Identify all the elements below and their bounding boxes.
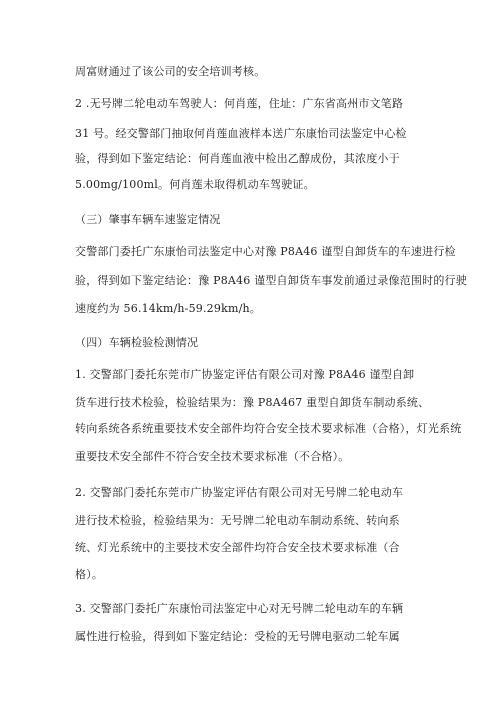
text-line: 2. 交警部门委托东莞市广协鉴定评估有限公司对无号牌二轮电动车 [75,486,404,499]
text-line: 交警部门委托广东康怡司法鉴定中心对豫 P8A46 谨型自卸货车的车速进行检 [75,245,456,258]
text-line: 周富财通过了该公司的安全培训考核。 [75,65,266,78]
text-line: 进行技术检验，检验结果为：无号牌二轮电动车制动系统、转向系 [75,514,400,527]
section-heading: （三）肇事车辆车速鉴定情况 [75,213,221,226]
text-line: 统、灯光系统中的主要技术安全部件均符合安全技术要求标准（合 [75,541,400,554]
text-line: 3. 交警部门委托广东康怡司法鉴定中心对无号牌二轮电动车的车辆 [75,602,404,615]
text-line: 转向系统各系统重要技术安全部件均符合安全技术要求标准（合格），灯光系统 [75,422,462,435]
text-line: 属性进行检验，得到如下鉴定结论：受检的无号牌电驱动二轮车属 [75,630,400,643]
text-line: 验，得到如下鉴定结论：豫 P8A46 谨型自卸货车事发前通过录像范围时的行驶 [75,274,467,287]
section-heading: （四）车辆检验检测情况 [75,336,199,349]
text-line: 31 号。经交警部门抽取何肖莲血液样本送广东康怡司法鉴定中心检 [75,127,407,140]
text-line: 5.00mg/100ml。何肖莲未取得机动车驾驶证。 [75,178,315,191]
text-line: 重要技术安全部件不符合安全技术要求标准（不合格）。 [75,450,350,463]
text-line: 1. 交警部门委托东莞市广协鉴定评估有限公司对豫 P8A46 谨型自卸 [75,368,415,381]
text-line: 验，得到如下鉴定结论：何肖莲血液中检出乙醇成份，其浓度小于 [75,152,400,165]
text-line: 速度约为 56.14km/h-59.29km/h。 [75,302,261,315]
text-line: 货车进行技术检验，检验结果为：豫 P8A467 重型自卸货车制动系统、 [75,396,430,409]
text-line: 2 .无号牌二轮电动车驾驶人：何肖莲，住址：广东省高州市文笔路 [75,97,404,110]
text-line: 格）。 [75,568,104,581]
